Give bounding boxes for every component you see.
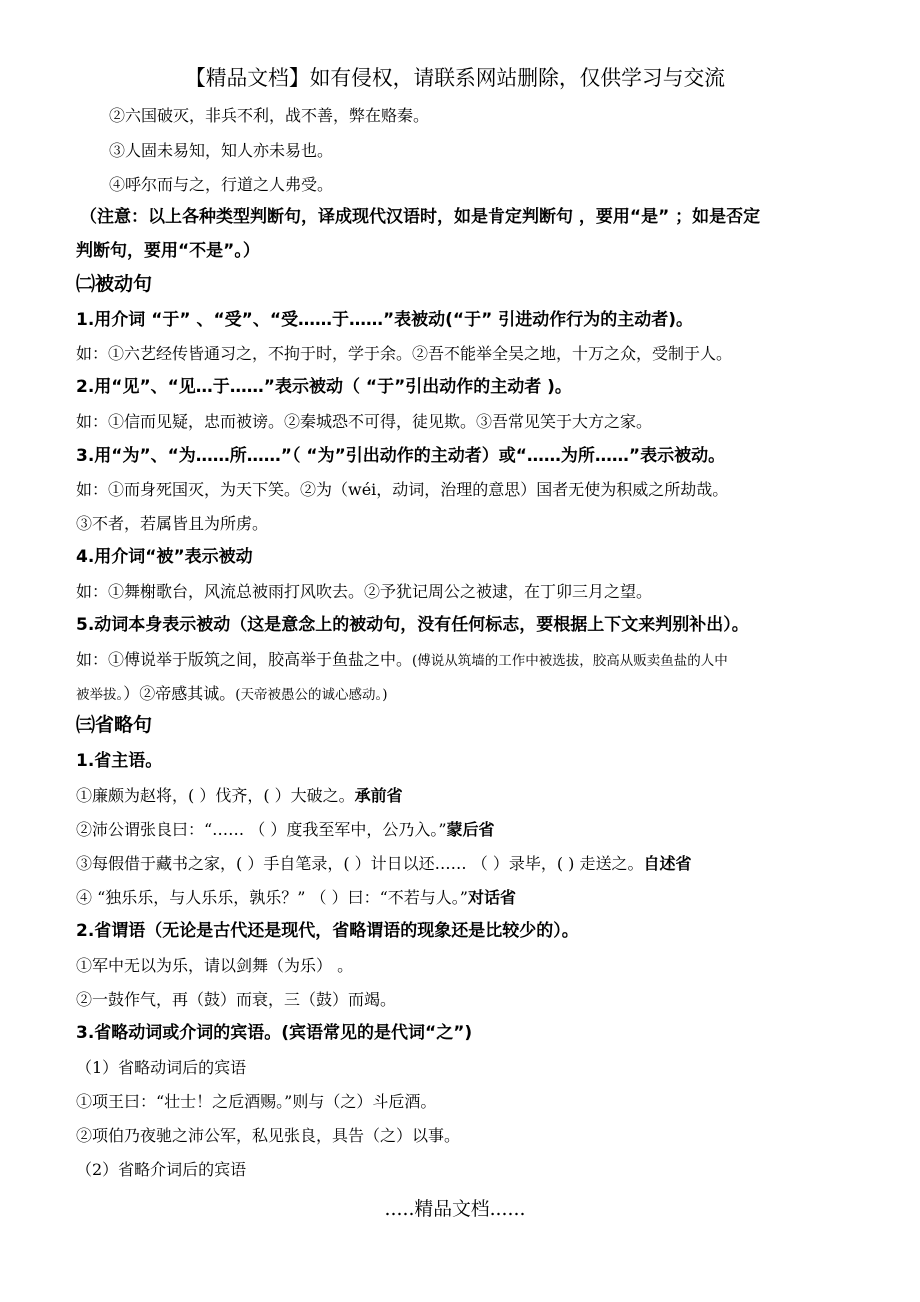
example-line: （1）省略动词后的宾语: [76, 1058, 247, 1077]
example-text: ）②帝感其诚。: [123, 684, 236, 703]
example-line: [76, 788, 403, 804]
note-text: (天帝被愚公的诚心感动。): [235, 687, 388, 703]
example-text: ②沛公谓张良曰：“…… （ ）度我至军中，公乃入。”: [76, 820, 447, 839]
subheading: 4.用介词“被”表示被动: [76, 547, 253, 567]
subheading: 2.省谓语（无论是古代还是现代，省略谓语的现象还是比较少的）。: [76, 921, 579, 941]
page-header: 【精品文档】如有侵权，请联系网站删除，仅供学习与交流: [184, 66, 726, 90]
example-line: [76, 856, 692, 872]
subheading: 3.用“为”、“为……所……”（ “为”引出动作的主动者）或“……为所……”表示被动。: [76, 446, 726, 466]
section-heading: ㈢省略句: [76, 714, 153, 736]
section-heading: ㈡被动句: [76, 273, 153, 295]
subheading: 1.用介词 “于” 、“受”、“受……于……”表被动(“于” 引进动作行为的主动者)。: [76, 310, 693, 330]
example-text: ①廉颇为赵将，( ）伐齐，( ）大破之。: [76, 786, 355, 805]
example-line: [76, 686, 388, 703]
subheading: 1.省主语。: [76, 751, 163, 771]
example-line: 如：①信而见疑，忠而被谤。②秦城恐不可得，徒见欺。③吾常见笑于大方之家。: [76, 412, 653, 431]
text-line: ④呼尔而与之，行道之人弗受。: [109, 175, 334, 194]
example-line: [76, 822, 495, 838]
omission-tag: 对话省: [467, 888, 516, 907]
example-line: [76, 890, 516, 906]
note-text: 被举拔。: [76, 687, 124, 703]
omission-tag: 自述省: [643, 854, 692, 873]
example-line: 如：①六艺经传皆通习之，不拘于时，学于余。②吾不能举全吴之地，十万之众，受制于人。: [76, 344, 733, 363]
example-line: ②项伯乃夜驰之沛公军，私见张良，具告（之）以事。: [76, 1126, 461, 1145]
example-line: ①军中无以为乐，请以剑舞（为乐） 。: [76, 956, 354, 975]
page-footer: .....精品文档......: [384, 1198, 526, 1220]
example-line: （2）省略介词后的宾语: [76, 1160, 247, 1179]
subheading: 2.用“见”、“见…于……”表示被动（ “于”引出动作的主动者 )。: [76, 377, 572, 397]
example-line: ②一鼓作气，再（鼓）而衰，三（鼓）而竭。: [76, 990, 397, 1009]
example-text: 如：①傅说举于版筑之间，胶高举于鱼盐之中。: [76, 650, 413, 669]
subheading: 5.动词本身表示被动（这是意念上的被动句，没有任何标志，要根据上下文来判别补出）。: [76, 615, 749, 635]
subheading: 3.省略动词或介词的宾语。(宾语常见的是代词“之”): [76, 1023, 473, 1043]
note-text: (傅说从筑墙的工作中被选拔，胶高从贩卖鱼盐的人中: [412, 653, 728, 669]
example-line: 如：①舞榭歌台，风流总被雨打风吹去。②予犹记周公之被逮，在丁卯三月之望。: [76, 582, 653, 601]
example-text: ④ “独乐乐，与人乐乐，孰乐？” （ ）曰：“不若与人。”: [76, 888, 468, 907]
text-line: ②六国破灭，非兵不利，战不善，弊在赂秦。: [109, 106, 430, 125]
example-text: ③每假借于藏书之家，( ）手自笔录，( ）计日以还…… （ ）录毕，( ) 走送之。: [76, 854, 644, 873]
example-line: ③不者，若属皆且为所虏。: [76, 514, 269, 533]
omission-tag: 蒙后省: [446, 820, 495, 839]
example-line: ①项王曰：“壮士！之卮酒赐。”则与（之）斗卮酒。: [76, 1092, 437, 1111]
note-line: （注意：以上各种类型判断句，译成现代汉语时，如是肯定判断句 ，要用“是” ；如是否定: [80, 207, 761, 227]
omission-tag: 承前省: [354, 786, 403, 805]
example-line: 如：①而身死国灭，为天下笑。②为（wéi，动词，治理的意思）国者无使为积威之所劫哉。: [76, 480, 729, 499]
note-line: 判断句，要用“不是”。）: [76, 241, 260, 261]
text-line: ③人固未易知，知人亦未易也。: [109, 141, 334, 160]
example-line: [76, 652, 728, 669]
